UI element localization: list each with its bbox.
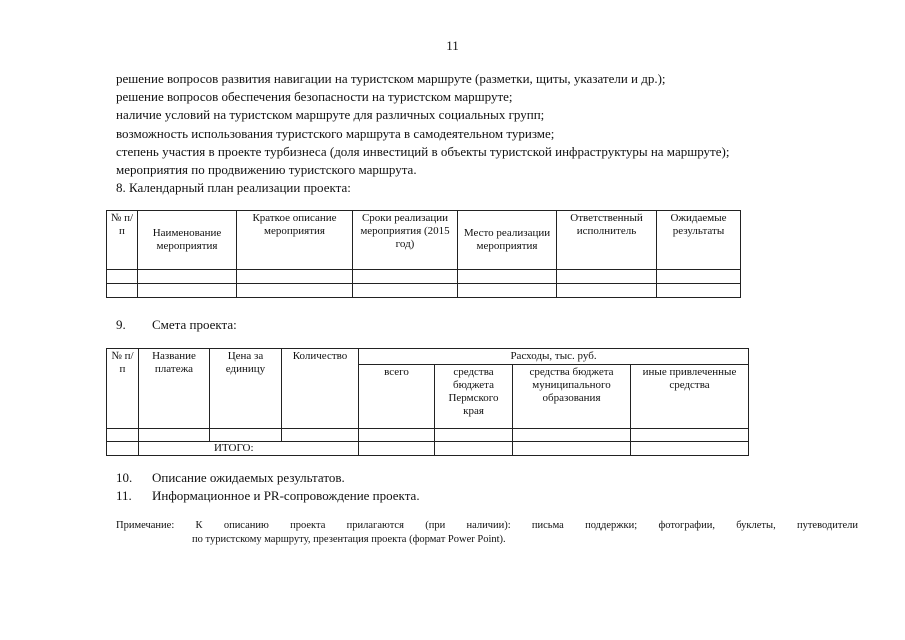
header-num: № п/п — [107, 349, 139, 429]
header-responsible: Ответственный исполнитель — [557, 211, 657, 270]
footnote-line: Примечание: К описанию проекта прилагаются (при наличии): письма поддержки; фотографии, буклеты, путеводители — [116, 520, 858, 531]
section-title: Информационное и PR-сопровождение проекта. — [152, 488, 420, 503]
table-header-row — [107, 349, 749, 365]
section-9-title — [116, 317, 237, 333]
header-quantity: Количество — [282, 349, 359, 429]
section-number: 9. — [116, 317, 126, 332]
calendar-plan-table — [106, 210, 741, 298]
header-expected-results: Ожидаемые результаты — [657, 211, 741, 270]
criteria-list — [116, 70, 729, 179]
header-regional-budget: средства бюджета Пермского края — [435, 365, 513, 429]
header-event-description: Краткое описание мероприятия — [237, 211, 353, 270]
list-item: решение вопросов обеспечения безопасности на туристском маршруте; — [116, 89, 513, 105]
table-row — [107, 270, 741, 284]
list-item: степень участия в проекте турбизнеса (доля инвестиций в объекты туристской инфраструктуры на маршруте); — [116, 143, 730, 159]
list-item: мероприятия по продвижению туристского маршрута. — [116, 162, 417, 178]
header-other-funds: иные привлеченные средства — [631, 365, 749, 429]
list-item: возможность использования туристского маршрута в самодеятельном туризме; — [116, 125, 555, 141]
section-title: Смета проекта: — [152, 317, 237, 332]
header-expenses: Расходы, тыс. руб. — [359, 349, 749, 365]
list-item — [116, 487, 420, 505]
section-number: 10. — [116, 470, 133, 485]
list-item — [116, 469, 420, 487]
budget-table — [106, 348, 749, 456]
header-event-name: Наименование мероприятия — [138, 211, 237, 270]
list-item: наличие условий на туристском маршруте для различных социальных групп; — [116, 107, 545, 123]
header-event-location: Место реализации мероприятия — [458, 211, 557, 270]
table-row — [107, 429, 749, 442]
header-payment-name: Название платежа — [139, 349, 210, 429]
table-header-row — [107, 211, 741, 270]
page-number: 11 — [446, 38, 459, 53]
header-unit-price: Цена за единицу — [210, 349, 282, 429]
section-number: 11. — [116, 488, 132, 503]
total-row — [107, 442, 749, 456]
closing-sections — [116, 469, 420, 505]
header-total: всего — [359, 365, 435, 429]
footnote-line: по туристскому маршруту, презентация проекта (формат Power Point). — [192, 534, 506, 545]
list-item: решение вопросов развития навигации на туристском маршруте (разметки, щиты, указатели и др.); — [116, 71, 666, 86]
section-title: Описание ожидаемых результатов. — [152, 470, 345, 485]
header-num: № п/п — [107, 211, 138, 270]
total-label: ИТОГО: — [139, 442, 359, 456]
header-municipal-budget: средства бюджета муниципального образования — [513, 365, 631, 429]
section-8-title: 8. Календарный план реализации проекта: — [116, 180, 351, 195]
header-event-dates: Сроки реализации мероприятия (2015 год) — [353, 211, 458, 270]
table-row — [107, 284, 741, 298]
footnote — [116, 519, 858, 547]
